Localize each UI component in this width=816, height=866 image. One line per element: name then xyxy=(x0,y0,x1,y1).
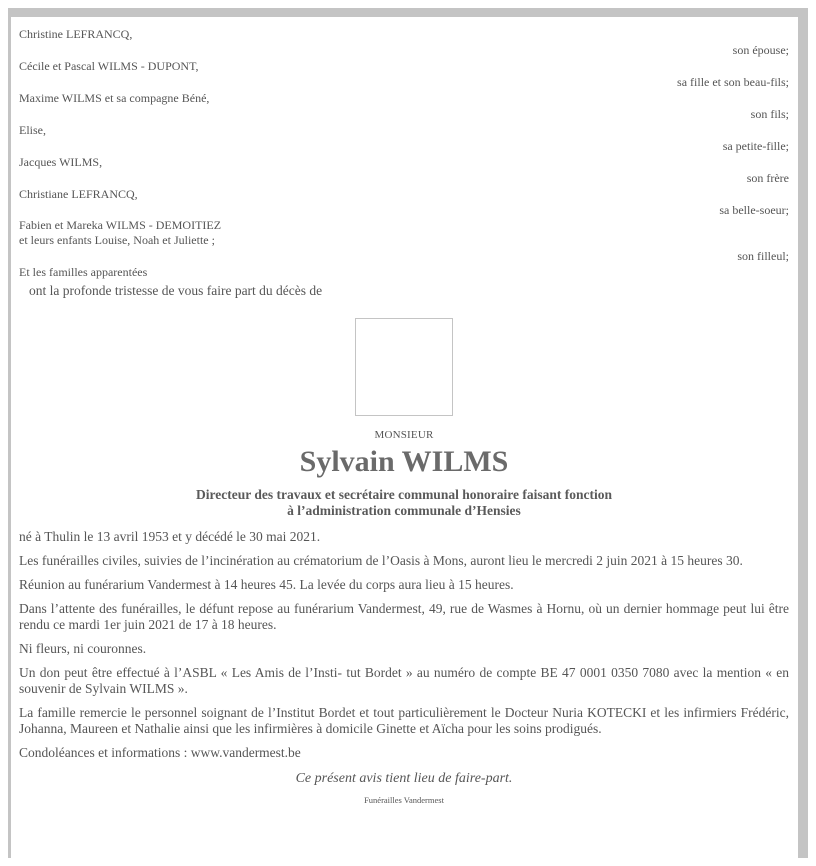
obituary-content xyxy=(19,26,789,805)
family-member-relation: sa belle-soeur; xyxy=(719,203,789,217)
family-member-name-line: Christine LEFRANCQ, xyxy=(19,27,133,41)
family-member-name xyxy=(19,154,789,170)
family-member-name xyxy=(19,90,789,106)
funeral-paragraph: Les funérailles civiles, suivies de l’incinération au crématorium de l’Oasis à Mons, auront lieu le mercredi 2 juin 2021 à 15 heures 30. xyxy=(19,553,743,568)
family-member-name-line: Fabien et Mareka WILMS - DEMOITIEZ xyxy=(19,218,222,232)
family-member-name-line: Jacques WILMS, xyxy=(19,155,103,169)
portrait-placeholder xyxy=(355,318,453,416)
faire-part-notice: Ce présent avis tient lieu de faire-part. xyxy=(295,771,513,786)
donation-paragraph: Un don peut être effectué à l’ASBL « Les Amis de l’Insti- tut Bordet » au numéro de compte BE 47 0001 0350 7080 avec la mention « en souvenir de Sylvain WILMS ». xyxy=(19,665,789,696)
family-member-relation: son fils; xyxy=(750,107,789,121)
visitation-paragraph: Dans l’attente des funérailles, le défunt repose au funérarium Vandermest, 49, rue de Wasmes à Hornu, où un dernier hommage peut lui être rendu ce mardi 1er juin 2021 de 17 à 18 heures. xyxy=(19,601,789,632)
family-member-name xyxy=(19,186,789,202)
deceased-name: Sylvain WILMS xyxy=(299,445,509,478)
honorific: MONSIEUR xyxy=(374,429,434,441)
thanks-paragraph: La famille remercie le personnel soignant de l’Institut Bordet et tout particulièrement le Docteur Nuria KOTECKI et les infirmiers Frédéric, Johanna, Maureen et Nathalie ainsi que les infirmières à domicile Ginette et Aïcha pour les soins prodigués. xyxy=(19,705,789,736)
family-member-name xyxy=(19,122,789,138)
family-member-name-line: Et les familles apparentées xyxy=(19,265,148,279)
family-member-relation: sa petite-fille; xyxy=(722,139,789,153)
family-member-name-line: Maxime WILMS et sa compagne Béné, xyxy=(19,91,210,105)
condolences-paragraph: Condoléances et informations : www.vandermest.be xyxy=(19,745,301,760)
intro-text: ont la profonde tristesse de vous faire part du décès de xyxy=(29,283,323,298)
family-member-name-line: Elise, xyxy=(19,123,46,137)
funeral-home-footer: Funérailles Vandermest xyxy=(364,795,444,805)
title-line: Directeur des travaux et secrétaire communal honoraire faisant fonction xyxy=(196,487,612,502)
birth-death-paragraph: né à Thulin le 13 avril 1953 et y décédé le 30 mai 2021. xyxy=(19,529,321,544)
family-list xyxy=(19,26,789,280)
family-member-name xyxy=(19,58,789,74)
family-member-relation: sa fille et son beau-fils; xyxy=(677,75,789,89)
deceased-title xyxy=(19,487,789,519)
family-member-relation: son frère xyxy=(746,171,789,185)
family-member-name xyxy=(19,264,789,280)
family-member-name-line: et leurs enfants Louise, Noah et Juliette ; xyxy=(19,233,215,247)
family-member-name xyxy=(19,26,789,42)
family-member-relation: son épouse; xyxy=(732,43,789,57)
family-member-name xyxy=(19,218,789,248)
family-member-name-line: Cécile et Pascal WILMS - DUPONT, xyxy=(19,59,199,73)
family-member-name-line: Christiane LEFRANCQ, xyxy=(19,187,138,201)
title-line: à l’administration communale d’Hensies xyxy=(287,503,521,518)
family-member-relation: son filleul; xyxy=(737,249,789,263)
no-flowers-paragraph: Ni fleurs, ni couronnes. xyxy=(19,641,147,656)
meeting-paragraph: Réunion au funérarium Vandermest à 14 heures 45. La levée du corps aura lieu à 15 heures. xyxy=(19,577,514,592)
